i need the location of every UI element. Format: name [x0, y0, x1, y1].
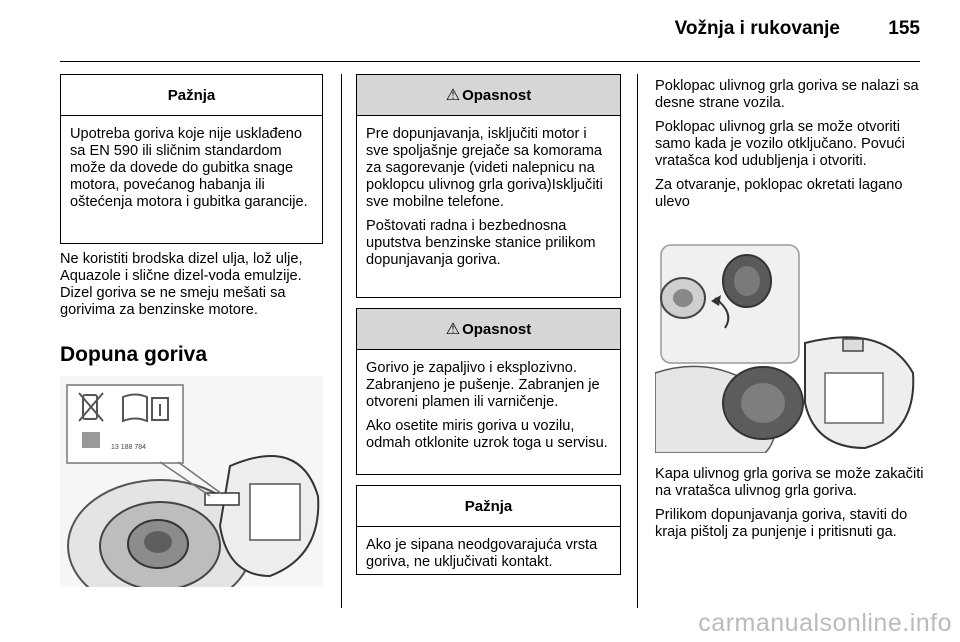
- fuel-door-label-figure: [60, 376, 323, 587]
- notice-box-wrong-fuel: [356, 485, 621, 575]
- danger-title: Opasnost: [462, 86, 532, 104]
- section-heading: Dopuna goriva: [60, 343, 208, 366]
- danger-box-flammable: [356, 308, 621, 475]
- fuel-cap-hook-instructions: [655, 466, 927, 541]
- column-divider-2: [637, 74, 638, 608]
- instruction-4: Kapa ulivnog grla goriva se može zakačiti na vratašca ulivnog grla goriva.: [655, 466, 924, 499]
- danger-header: [357, 309, 620, 350]
- page-number: 155: [888, 18, 920, 39]
- instruction-1: Poklopac ulivnog grla goriva se nalazi sa desne strane vozila.: [655, 78, 919, 111]
- notice-title: Pažnja: [357, 486, 620, 527]
- danger-text-2: Poštovati radna i bezbednosna uputstva benzinske stanice prilikom dopunjavanja goriva.: [366, 218, 596, 268]
- diesel-paragraph: [60, 251, 332, 319]
- danger-text-1: Gorivo je zapaljivo i eksplozivno. Zabranjeno je pušenje. Zabranjen je otvoreni plamen ili varničenje.: [366, 360, 600, 410]
- watermark: carmanualsonline.info: [698, 609, 952, 637]
- diesel-paragraph-text: Ne koristiti brodska dizel ulja, lož ulje, Aquazole i slične dizel-voda emulzije. Dizel goriva se ne smeju mešati sa gorivima za benzinske motore.: [60, 251, 303, 318]
- notice-title: Pažnja: [61, 75, 322, 116]
- warning-triangle-icon: ⚠: [445, 86, 461, 104]
- danger-header: [357, 75, 620, 116]
- danger-text-1: Pre dopunjavanja, isključiti motor i sve spoljašnje grejače sa komorama za sagorevanje (videti nalepnicu na poklopcu ulivnog grla goriva)Isključiti sve mobilne telefone.: [366, 126, 603, 210]
- gm-logo-icon: [82, 432, 100, 448]
- danger-title: Opasnost: [462, 320, 532, 338]
- notice-box-fuel-standard: [60, 74, 323, 244]
- fuel-cap-figure: [655, 243, 918, 453]
- instruction-3: Za otvaranje, poklopac okretati lagano ulevo: [655, 177, 903, 210]
- warning-triangle-icon: ⚠: [445, 320, 461, 338]
- page-header-title: Vožnja i rukovanje: [674, 18, 840, 39]
- label-number: 13 188 784: [111, 444, 147, 451]
- fuel-cap-instructions: [655, 78, 927, 211]
- instruction-2: Poklopac ulivnog grla se može otvoriti samo kada je vozilo otključano. Povući vratašca kod udubljenja i otvoriti.: [655, 119, 905, 169]
- notice-text: Upotreba goriva koje nije usklađeno sa EN 590 ili sličnim standardom može da dovede do gubitka snage motora, povećanog habanja ili oštećenja motora i gubitka garancije.: [70, 126, 308, 210]
- header-divider: [60, 61, 920, 62]
- column-divider-1: [341, 74, 342, 608]
- danger-text-2: Ako osetite miris goriva u vozilu, odmah otklonite uzrok toga u servisu.: [366, 418, 608, 451]
- danger-box-refuel: [356, 74, 621, 298]
- notice-text: Ako je sipana neodgovarajuća vrsta goriva, ne uključivati kontakt.: [366, 537, 598, 570]
- instruction-5: Prilikom dopunjavanja goriva, staviti do kraja pištolj za punjenje i pritisnuti ga.: [655, 507, 908, 540]
